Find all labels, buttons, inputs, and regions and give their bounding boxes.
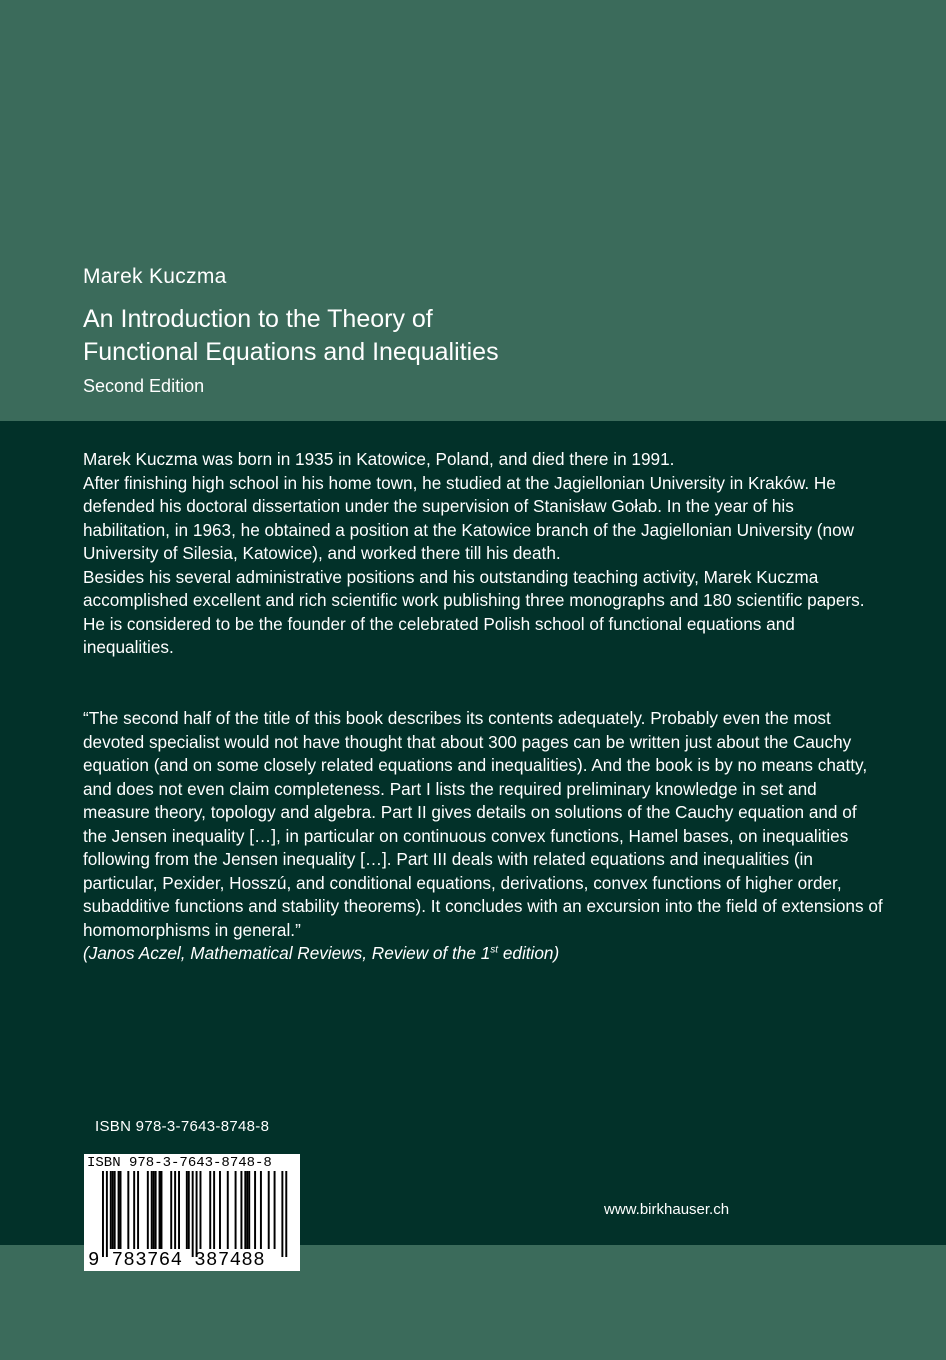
barcode-guard-bar (102, 1171, 104, 1257)
barcode-bar (274, 1171, 276, 1249)
barcode-bar (170, 1171, 172, 1249)
review-block (83, 707, 883, 966)
barcode-bar (240, 1171, 242, 1249)
barcode-guard-bar (106, 1171, 108, 1257)
barcode-bar (254, 1171, 256, 1249)
barcode-bar (235, 1171, 237, 1249)
edition-label: Second Edition (83, 376, 205, 396)
barcode-bar (200, 1171, 202, 1249)
book-title-line-2: Functional Equations and Inequalities (83, 338, 499, 366)
bio-paragraph: After finishing high school in his home town, he studied at the Jagiellonian University in Kraków. He defended his doctoral dissertation under the supervision of Stanisław Gołab. In the year of his habilitation, in 1963, he obtained a position at the Katowice branch of the Jagiellonian University (now University of Silesia, Katowice), and worked there till his death. (83, 472, 855, 563)
barcode-guard-bar (196, 1171, 198, 1257)
barcode-bar (155, 1171, 157, 1249)
barcode-bar (153, 1171, 155, 1249)
barcode-bar (147, 1171, 149, 1249)
barcode-bar (174, 1171, 176, 1249)
barcode-top-text: ISBN 978-3-7643-8748-8 (87, 1155, 272, 1171)
citation-superscript: st (490, 944, 499, 956)
bio-paragraph: Besides his several administrative positions and his outstanding teaching activity, Marek Kuczma accomplished excellent and rich scientific work publishing three monographs and 180 scientific papers. He is considered to be the founder of the celebrated Polish school of functional equations and inequalities. (83, 566, 865, 657)
barcode-bar (159, 1171, 161, 1249)
barcode-bar (268, 1171, 270, 1249)
barcode-bar (137, 1171, 139, 1249)
barcode-bar (209, 1171, 211, 1249)
barcode-guard-bar (281, 1171, 283, 1257)
barcode-bar (127, 1171, 129, 1249)
barcode-bar (186, 1171, 188, 1249)
barcode-bar (151, 1171, 153, 1249)
author-biography (83, 448, 883, 660)
bio-paragraph: Marek Kuczma was born in 1935 in Katowice, Poland, and died there in 1991. (83, 449, 675, 469)
barcode-bar (110, 1171, 112, 1249)
barcode-bar (120, 1171, 122, 1249)
barcode-bar (244, 1171, 246, 1249)
barcode-bar (118, 1171, 120, 1249)
review-citation (83, 942, 883, 966)
barcode-bar (213, 1171, 215, 1249)
barcode-bar (112, 1171, 114, 1249)
barcode-bar (219, 1171, 221, 1249)
barcode-bar (260, 1171, 262, 1249)
isbn-barcode (84, 1154, 300, 1271)
barcode-bar (161, 1171, 163, 1249)
barcode-bar (246, 1171, 248, 1249)
barcode-bar (188, 1171, 190, 1249)
barcode-bar (248, 1171, 250, 1249)
isbn-label: ISBN 978-3-7643-8748-8 (95, 1118, 270, 1135)
barcode-guard-bar (192, 1171, 194, 1257)
book-title (83, 303, 783, 369)
barcode-bottom-text: 9 783764 387488 (88, 1249, 266, 1271)
book-title-line-1: An Introduction to the Theory of (83, 305, 433, 333)
author-name: Marek Kuczma (83, 265, 227, 288)
barcode-bar (178, 1171, 180, 1249)
barcode-bar (133, 1171, 135, 1249)
publisher-website: www.birkhauser.ch (604, 1201, 730, 1218)
citation-text: (Janos Aczel, Mathematical Reviews, Review of the 1 (83, 943, 491, 963)
citation-end: edition) (498, 943, 560, 963)
barcode-guard-bar (285, 1171, 287, 1257)
barcode-bar (114, 1171, 116, 1249)
barcode-bar (227, 1171, 229, 1249)
review-quote: “The second half of the title of this book describes its contents adequately. Probably even the most devoted specialist would not have thought that about 300 pages can be written just about the Cauchy equation (and on some closely related equations and inequalities). And the book is by no means chatty, and does not even claim completeness. Part I lists the required preliminary knowledge in set and measure theory, topology and algebra. Part II gives details on solutions of the Cauchy equation and of the Jensen inequality […], in particular on continuous convex functions, Hamel bases, on inequalities following from the Jensen inequality […]. Part III deals with related equations and inequalities (in particular, Pexider, Hosszú, and conditional equations, derivations, convex functions of higher order, subadditive functions and stability theorems). It concludes with an excursion into the field of extensions of homomorphisms in general.” (83, 708, 883, 940)
